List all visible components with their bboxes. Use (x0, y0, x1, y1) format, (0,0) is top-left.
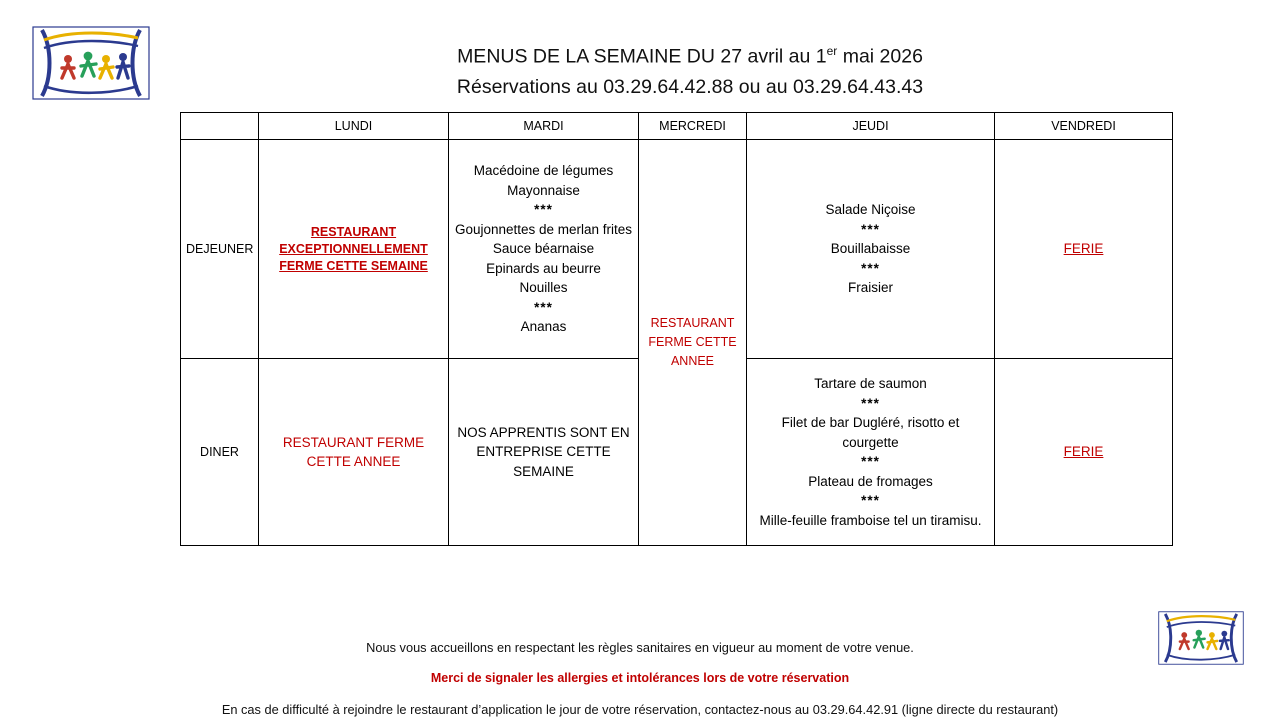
page-title-suffix: mai 2026 (837, 45, 923, 68)
cell-dejeuner-jeudi (747, 140, 995, 359)
reservations-line: Réservations au 03.29.64.42.88 ou au 03.29.64.43.43 (456, 75, 924, 98)
cell-dejeuner-lundi (259, 140, 449, 359)
table-header-row (181, 113, 1173, 140)
footer-allergy-note: Merci de signaler les allergies et intolérances lors de votre réservation (430, 671, 850, 685)
cell-diner-mardi (449, 359, 639, 546)
cell-dejeuner-lundi-text: RESTAURANT EXCEPTIONNELLEMENT FERME CETTE SEMAINE (279, 224, 428, 273)
footer-welcome-note: Nous vous accueillons en respectant les règles sanitaires en vigueur au moment de votre venue. (366, 640, 914, 655)
row-label-diner: DINER (181, 359, 259, 546)
column-header-vendredi: VENDREDI (995, 113, 1173, 140)
table-row-dejeuner (181, 140, 1173, 359)
footer-contact-note: En cas de difficulté à rejoindre le restaurant d’application le jour de votre réservation, contactez-nous au 03.29.64.42.91 (ligne directe du restaurant) (221, 702, 1059, 717)
cell-dejeuner-mardi (449, 140, 639, 359)
cell-diner-vendredi (995, 359, 1173, 546)
row-label-dejeuner: DEJEUNER (181, 140, 259, 359)
page-header (180, 36, 1200, 102)
table-corner-cell (181, 113, 259, 140)
column-header-jeudi: JEUDI (747, 113, 995, 140)
column-header-lundi: LUNDI (259, 113, 449, 140)
cell-diner-jeudi (747, 359, 995, 546)
cell-diner-mardi-text: NOS APPRENTIS SONT EN ENTREPRISE CETTE SEMAINE (457, 424, 630, 479)
column-header-mardi: MARDI (449, 113, 639, 140)
page-footer (140, 632, 1140, 725)
cell-dejeuner-jeudi-text: Salade Niçoise *** Bouillabaisse *** Fraisier (825, 202, 916, 296)
institution-logo-bottom (1158, 610, 1244, 666)
weekly-menu-table (180, 112, 1173, 546)
column-header-mercredi: MERCREDI (639, 113, 747, 140)
cell-diner-lundi-text: RESTAURANT FERME CETTE ANNEE (282, 434, 425, 469)
cell-diner-jeudi-text: Tartare de saumon *** Filet de bar Dugléré, risotto et courgette *** Plateau de fromages *** Mille-feuille framboise tel un tiramisu. (759, 376, 982, 528)
cell-dejeuner-vendredi-text: FERIE (1063, 241, 1104, 257)
cell-dejeuner-mardi-text: Macédoine de légumes Mayonnaise *** Goujonnettes de merlan frites Sauce béarnaise Epinards au beurre Nouilles *** Ananas (454, 163, 633, 335)
cell-dejeuner-vendredi (995, 140, 1173, 359)
page-title-prefix: MENUS DE LA SEMAINE DU 27 avril au 1 (457, 45, 827, 68)
cell-diner-vendredi-text: FERIE (1063, 444, 1104, 460)
cell-mercredi-closed: RESTAURANT FERME CETTE ANNEE (639, 140, 747, 546)
page-title (180, 36, 1200, 72)
institution-logo-top (32, 26, 150, 100)
cell-diner-lundi (259, 359, 449, 546)
page-title-ordinal: er (826, 44, 838, 58)
